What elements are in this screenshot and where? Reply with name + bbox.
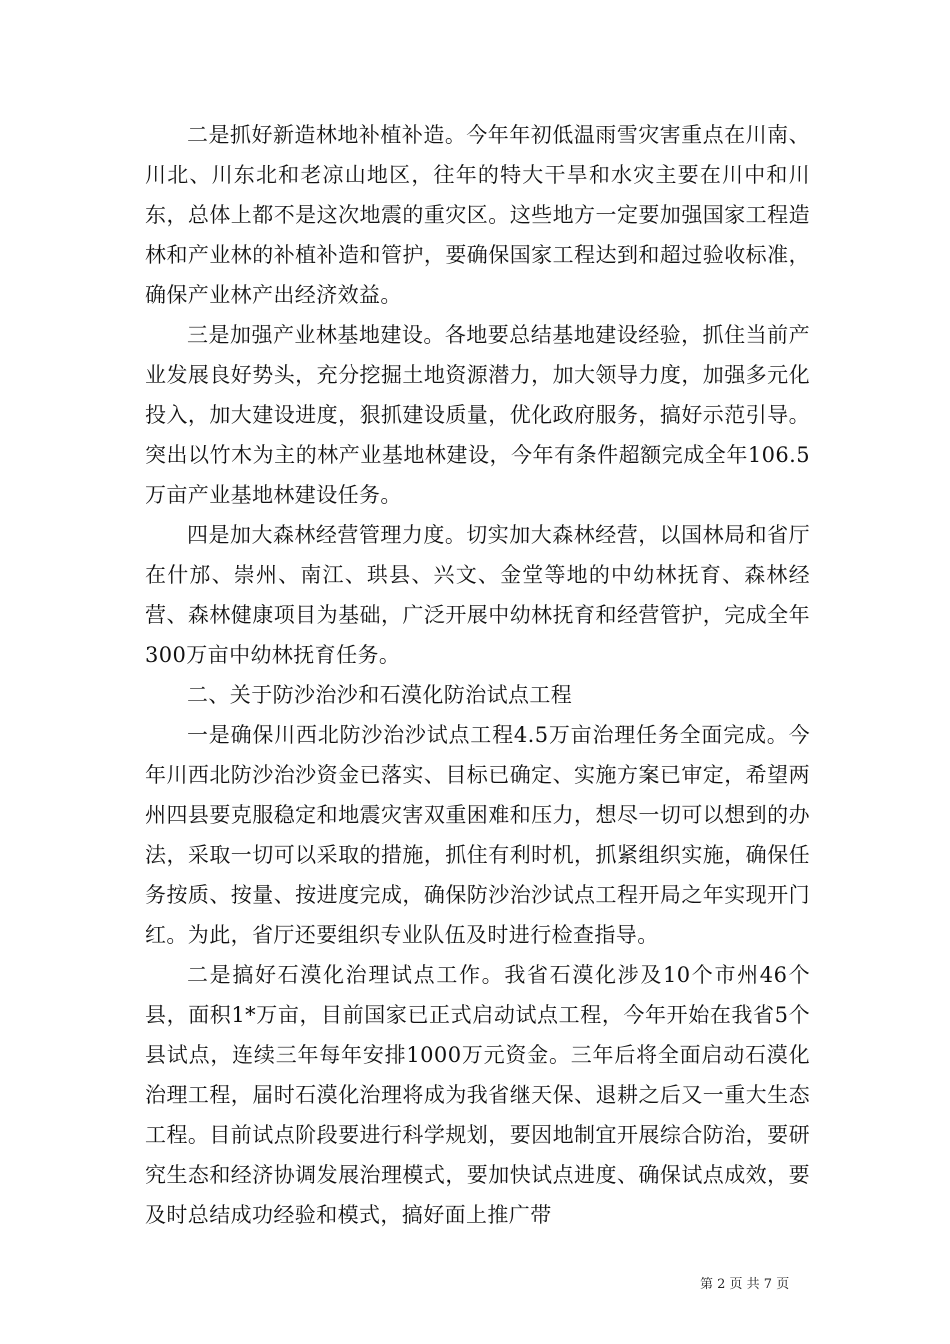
document-body	[145, 115, 810, 1235]
paragraph-rocky-desertification-pilot: 二是搞好石漠化治理试点工作。我省石漠化涉及10个市州46个县，面积1*万亩，目前国家已正式启动试点工程，今年开始在我省5个县试点，连续三年每年安排1000万元资金。三年后将全面启动石漠化治理工程，届时石漠化治理将成为我省继天保、退耕之后又一重大生态工程。目前试点阶段要进行科学规划，要因地制宜开展综合防治，要研究生态和经济协调发展治理模式，要加快试点进度、确保试点成效，要及时总结成功经验和模式，搞好面上推广带	[145, 963, 810, 1227]
paragraph-industry-forest-base: 三是加强产业林基地建设。各地要总结基地建设经验，抓住当前产业发展良好势头，充分挖掘土地资源潜力，加大领导力度，加强多元化投入，加大建设进度，狠抓建设质量，优化政府服务，搞好示范引导。突出以竹木为主的林产业基地林建设，今年有条件超额完成全年106.5万亩产业基地林建设任务。	[145, 323, 810, 507]
paragraph-northwest-sand-control: 一是确保川西北防沙治沙试点工程4.5万亩治理任务全面完成。今年川西北防沙治沙资金已落实、目标已确定、实施方案已审定，希望两州四县要克服稳定和地震灾害双重困难和压力，想尽一切可以想到的办法，采取一切可以采取的措施，抓住有利时机，抓紧组织实施，确保任务按质、按量、按进度完成，确保防沙治沙试点工程开局之年实现开门红。为此，省厅还要组织专业队伍及时进行检查指导。	[145, 723, 810, 947]
section-heading-desertification: 二、关于防沙治沙和石漠化防治试点工程	[187, 683, 573, 707]
page-number-footer: 第 2 页 共 7 页	[700, 1277, 790, 1292]
paragraph-forest-management: 四是加大森林经营管理力度。切实加大森林经营，以国林局和省厅在什邡、崇州、南江、珙县、兴文、金堂等地的中幼林抚育、森林经营、森林健康项目为基础，广泛开展中幼林抚育和经营管护，完成全年300万亩中幼林抚育任务。	[145, 523, 810, 667]
paragraph-new-forest-replanting: 二是抓好新造林地补植补造。今年年初低温雨雪灾害重点在川南、川北、川东北和老凉山地区，往年的特大干旱和水灾主要在川中和川东，总体上都不是这次地震的重灾区。这些地方一定要加强国家工程造林和产业林的补植补造和管护，要确保国家工程达到和超过验收标准，确保产业林产出经济效益。	[145, 123, 810, 307]
